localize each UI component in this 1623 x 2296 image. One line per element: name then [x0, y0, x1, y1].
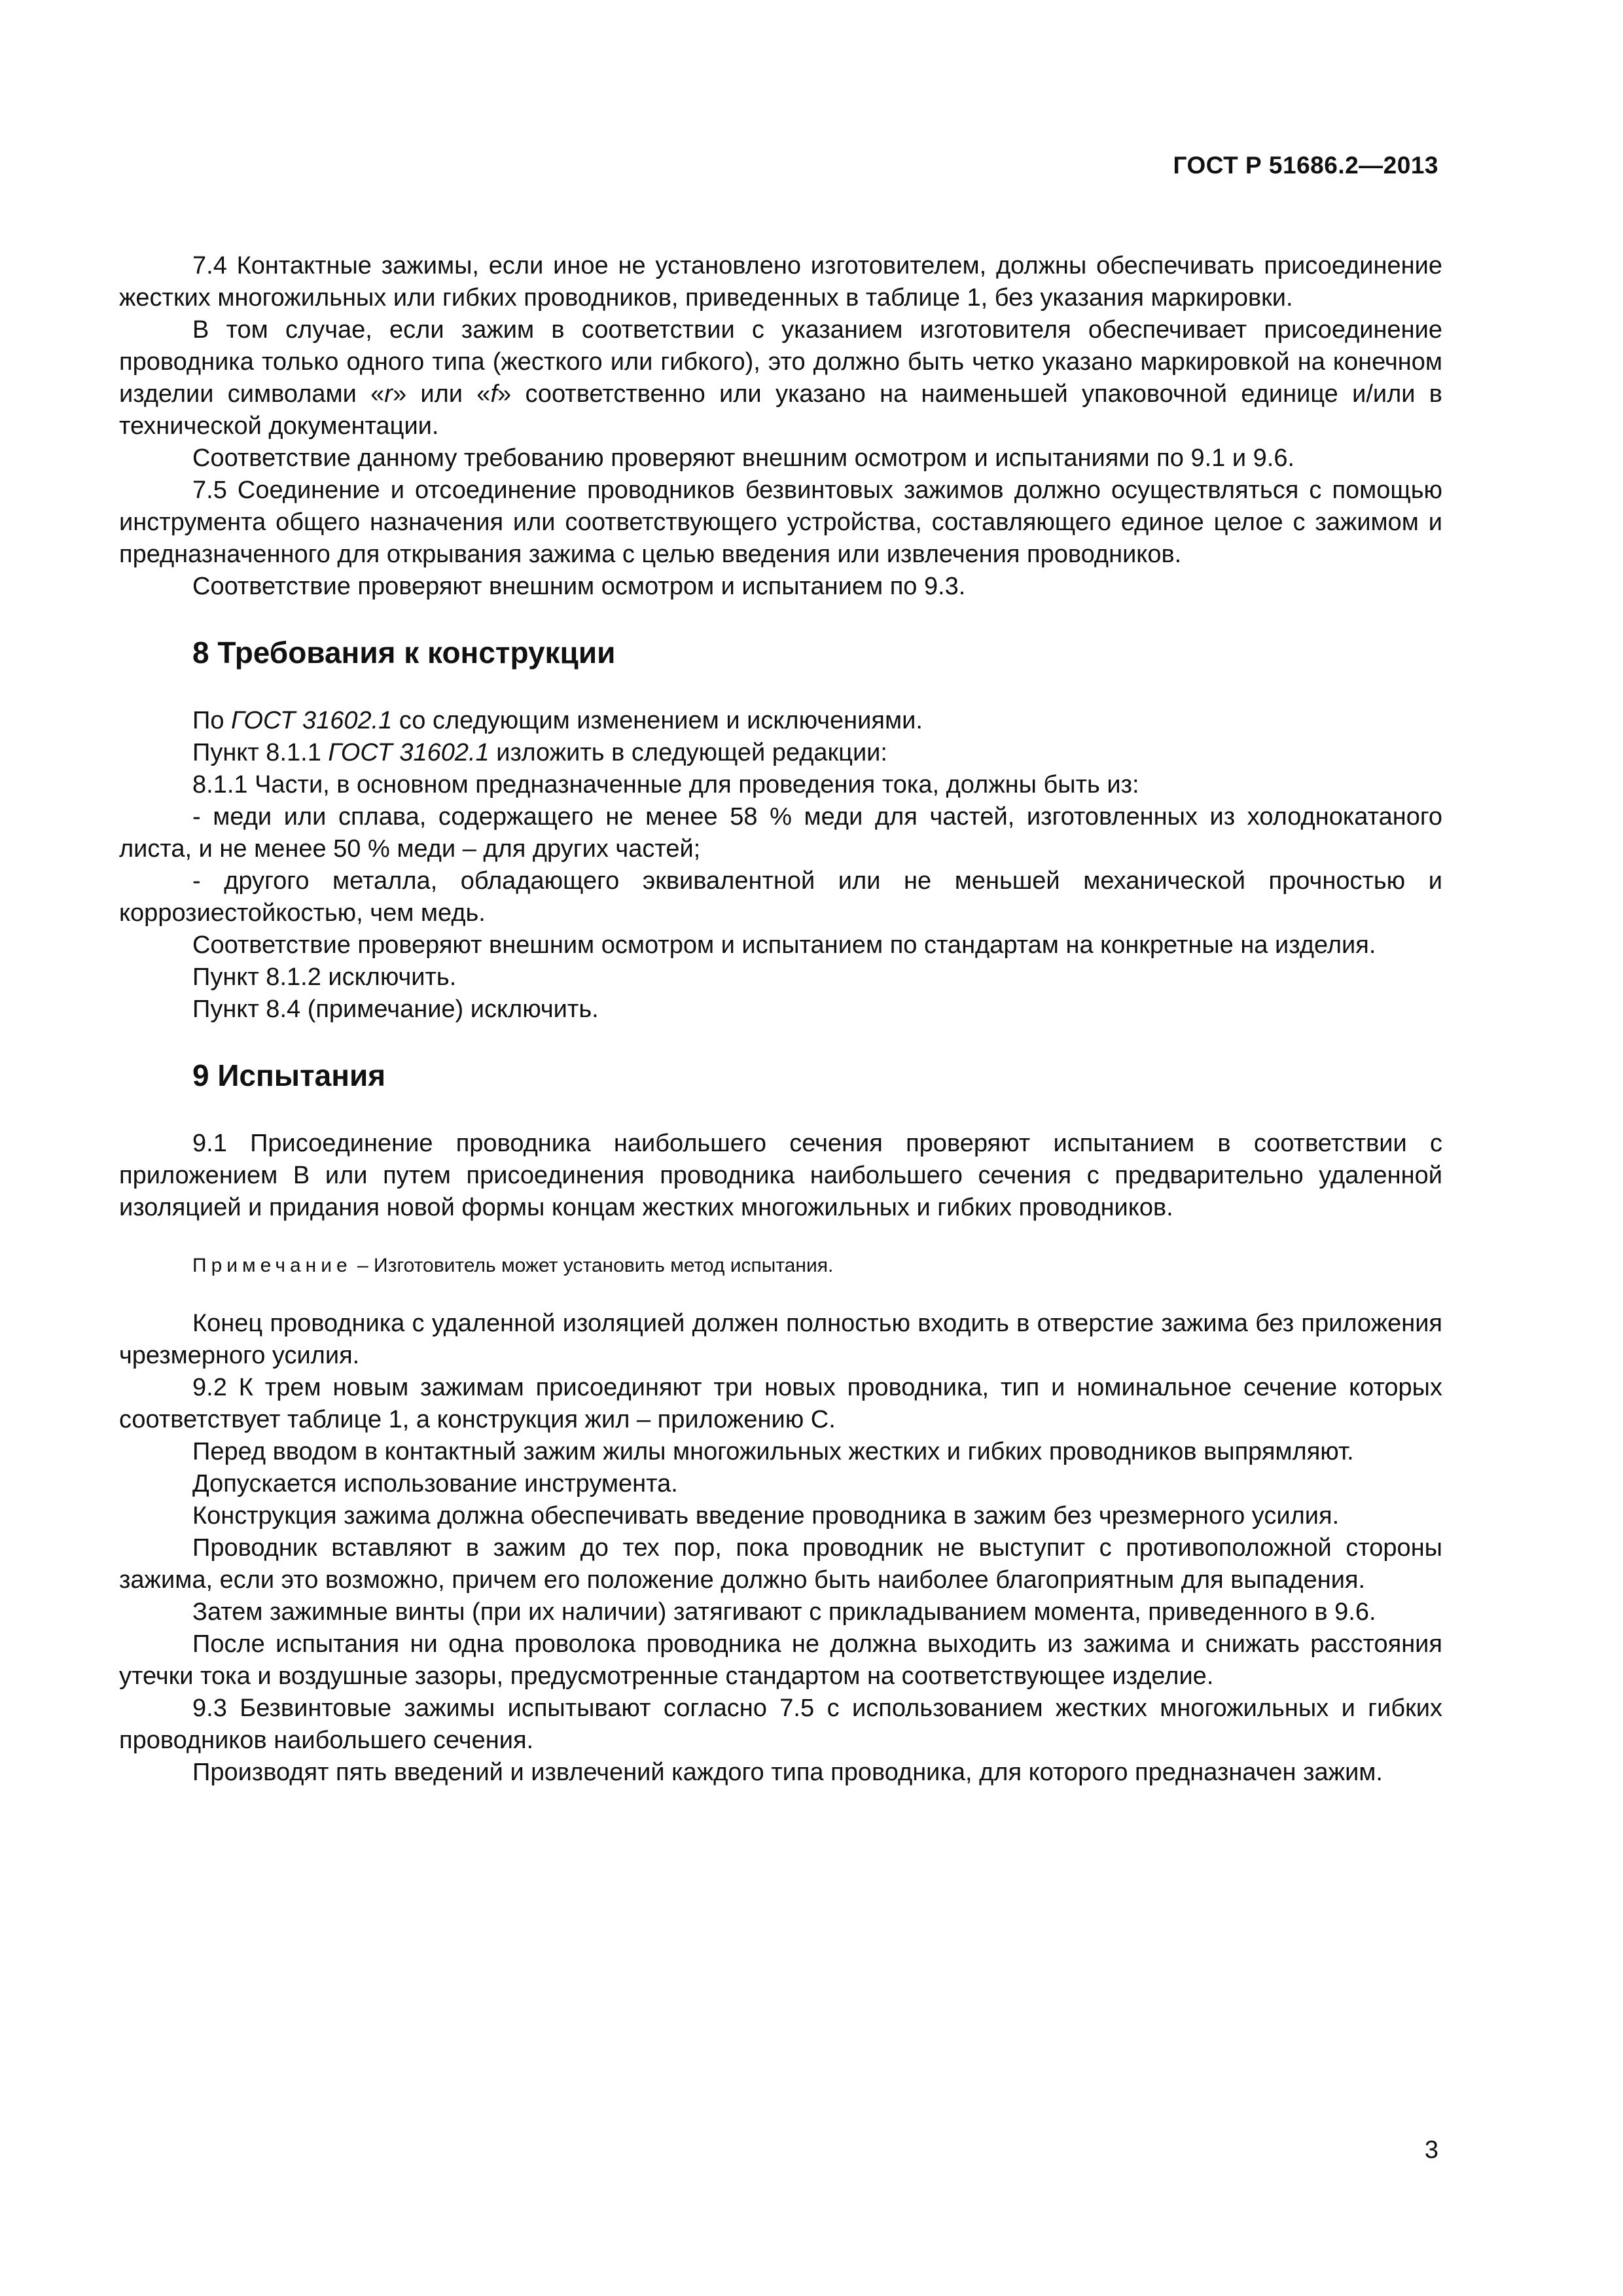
paragraph-7-5-check: Соответствие проверяют внешним осмотром и испытанием по 9.3. [192, 573, 966, 600]
paragraph-8-1-1: 8.1.1 Части, в основном предназначенные для проведения тока, должны быть из: [192, 771, 1139, 798]
paragraph-9-3: 9.3 Безвинтовые зажимы испытывают согласно 7.5 с использованием жестких многожильных и гибких проводников наибольшего сечения. [119, 1695, 1442, 1754]
text-fragment: Пункт 8.1.1 [192, 739, 329, 766]
paragraph-7-4: 7.4 Контактные зажимы, если иное не установлено изготовителем, должны обеспечивать присоединение жестких многожильных или гибких проводников, приведенных в таблице 1, без указания маркировки. [119, 252, 1442, 312]
paragraph-9-1: 9.1 Присоединение проводника наибольшего сечения проверяют испытанием в соответствии с приложением В или путем присоединения проводника наибольшего сечения с предварительно удаленной изоляцией и придания новой формы концам жестких многожильных и гибких проводников. [119, 1130, 1442, 1221]
paragraph-9-2-design: Конструкция зажима должна обеспечивать введение проводника в зажим без чрезмерного усилия. [192, 1502, 1340, 1530]
text-fragment: По [192, 707, 232, 734]
paragraph-9-2-tighten: Затем зажимные винты (при их наличии) затягивают с прикладыванием момента, приведенного в 9.6. [192, 1598, 1376, 1626]
paragraph-9-2-insert: Проводник вставляют в зажим до тех пор, пока проводник не выступит с противоположной стороны зажима, если это возможно, причем его положение должно быть наиболее благоприятным для выпадения. [119, 1534, 1442, 1594]
note-text: – Изготовитель может установить метод испытания. [351, 1255, 834, 1276]
note [119, 1251, 1442, 1280]
paragraph-9-2-tool: Допускается использование инструмента. [192, 1470, 678, 1498]
paragraph-9-2-straighten: Перед вводом в контактный зажим жилы многожильных жестких и гибких проводников выпрямляют. [192, 1438, 1354, 1465]
page-number: 3 [1424, 2136, 1438, 2164]
paragraph-9-3-cycles: Производят пять введений и извлечений каждого типа проводника, для которого предназначен зажим. [192, 1759, 1383, 1786]
symbol-r: r [384, 380, 393, 408]
standard-reference: ГОСТ 31602.1 [328, 739, 490, 766]
text-fragment: изложить в следующей редакции: [489, 739, 887, 766]
text-fragment: со следующим изменением и исключениями. [392, 707, 923, 734]
paragraph-7-4-marking [119, 314, 1442, 442]
text-fragment: В том случае, если зажим в соответствии с указанием изготовителя обеспечивает присоединение проводника только одного типа (жесткого или гибкого), это должно быть четко указано маркировкой на конечном изделии символами « [119, 316, 1442, 408]
document-body [119, 250, 1442, 1789]
list-item-copper: - меди или сплава, содержащего не менее 58 % меди для частей, изготовленных из холоднокатаного листа, и не менее 50 % меди – для других частей; [119, 803, 1442, 863]
list-item-other-metal: - другого металла, обладающего эквивалентной или не меньшей механической прочностью и коррозиестойкостью, чем медь. [119, 867, 1442, 927]
paragraph-7-5: 7.5 Соединение и отсоединение проводников безвинтовых зажимов должно осуществляться с помощью инструмента общего назначения или соответствующего устройства, составляющего единое целое с зажимом и предназначенного для открывания зажима с целью введения или извлечения проводников. [119, 476, 1442, 568]
paragraph-7-4-check: Соответствие данному требованию проверяют внешним осмотром и испытаниями по 9.1 и 9.6. [192, 444, 1295, 472]
paragraph-8-1-2: Пункт 8.1.2 исключить. [192, 963, 457, 991]
text-fragment: » или « [392, 380, 491, 408]
text-fragment: » соответственно или указано на наименьшей упаковочной единице и/или в технической документации. [119, 380, 1442, 440]
paragraph-8-check: Соответствие проверяют внешним осмотром и испытанием по стандартам на конкретные на изделия. [192, 931, 1376, 959]
document-id-header: ГОСТ Р 51686.2—2013 [1173, 152, 1438, 179]
paragraph-9-1-end: Конец проводника с удаленной изоляцией должен полностью входить в отверстие зажима без приложения чрезмерного усилия. [119, 1310, 1442, 1369]
symbol-f: f [490, 380, 498, 408]
standard-reference: ГОСТ 31602.1 [231, 707, 393, 734]
paragraph-9-2: 9.2 К трем новым зажимам присоединяют три новых проводника, тип и номинальное сечение которых соответствует таблице 1, а конструкция жил – приложению С. [119, 1374, 1442, 1433]
paragraph-8-intro [119, 705, 1442, 737]
paragraph-8-1-1-ref [119, 737, 1442, 769]
section-9-heading: 9 Испытания [192, 1058, 386, 1092]
paragraph-8-4: Пункт 8.4 (примечание) исключить. [192, 996, 599, 1023]
section-8-heading: 8 Требования к конструкции [192, 636, 616, 670]
paragraph-9-2-after: После испытания ни одна проволока проводника не должна выходить из зажима и снижать расстояния утечки тока и воздушные зазоры, предусмотренные стандартом на соответствующее изделие. [119, 1630, 1442, 1690]
note-label: Примечание [192, 1255, 352, 1276]
